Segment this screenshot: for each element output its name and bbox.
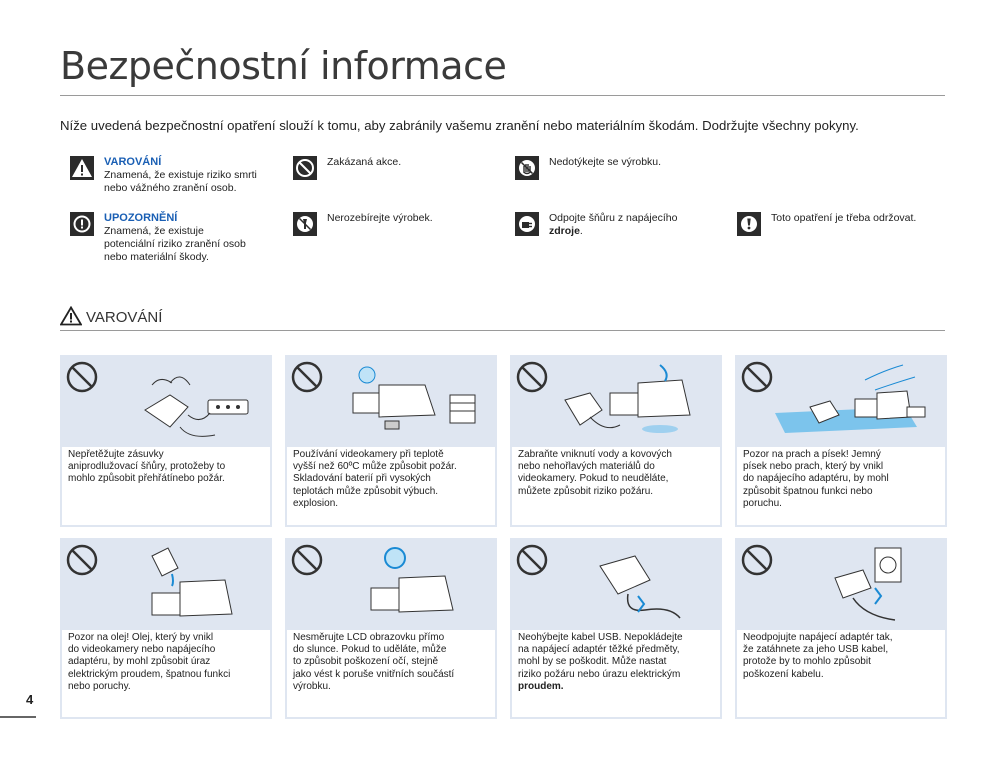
warning-card-1	[60, 355, 272, 527]
warning-card-2	[285, 355, 497, 527]
legend-caution-line2: potenciální riziko zranění osob	[104, 238, 246, 250]
card-1-line-2: aniprodlužovací šňůry, protožeby to	[68, 461, 226, 473]
bent-usb-cable-illustration	[510, 538, 722, 628]
card-5-line-1: Pozor na olej! Olej, který by vnikl	[68, 632, 214, 643]
card-8-line-3: protože by to mohlo způsobit	[743, 656, 871, 668]
prohibited-icon	[743, 546, 771, 574]
section-divider	[60, 330, 945, 331]
card-5-line-4: elektrickým proudem, špatnou funkci	[68, 668, 231, 680]
legend-warning-line1: Znamená, že existuje riziko smrti	[104, 169, 257, 181]
card-6-line-4: jako vést k poruše vnitřních součástí	[293, 668, 455, 680]
warning-card-3	[510, 355, 722, 527]
card-8-line-4: poškození kabelu.	[743, 668, 824, 680]
card-4-line-5: poruchu.	[743, 497, 782, 509]
intro-text: Níže uvedená bezpečnostní opatření slouží k tomu, aby zabránily vašemu zranění nebo materiálním škodám. Dodržujte všechny pokyny.	[60, 118, 859, 133]
card-3-line-4: můžete způsobit riziko požáru.	[518, 485, 654, 497]
card-7-line-2: na napájecí adaptér těžké předměty,	[518, 644, 680, 656]
prohibited-icon	[518, 363, 546, 391]
warning-card-7	[510, 538, 722, 719]
card-5-line-5: nebo poruchy.	[68, 680, 131, 692]
card-2-line-1: Používání videokamery při teplotě	[293, 449, 444, 460]
card-3-line-1: Zabraňte vniknutí vody a kovových	[518, 449, 672, 460]
legend-caution-line1: Znamená, že existuje	[104, 225, 204, 237]
card-1-line-3: mohlo způsobit přehřátínebo požár.	[68, 473, 225, 485]
warning-card-4	[735, 355, 947, 527]
legend-observe-text: Toto opatření je třeba održovat.	[771, 212, 917, 224]
section-warning-heading	[60, 306, 162, 326]
legend-caution-line3: nebo materiální škody.	[104, 251, 209, 263]
legend-prohibited	[293, 156, 493, 182]
card-2-line-3: Skladování baterií při vysokých	[293, 473, 431, 485]
legend-no-disassemble-text: Nerozebírejte výrobek.	[327, 212, 433, 224]
legend-unplug-line1: Odpojte šňůru z napájecího	[549, 212, 678, 224]
water-metal-illustration	[510, 355, 722, 445]
legend-no-touch	[515, 156, 715, 182]
card-6-line-1: Nesměrujte LCD obrazovku přímo	[293, 632, 445, 643]
exclamation-icon	[737, 212, 761, 236]
legend-unplug-line2: zdroje	[549, 225, 580, 237]
lcd-sun-illustration	[285, 538, 497, 628]
card-2-line-4: teplotách může způsobit výbuch.	[293, 485, 439, 497]
page-number: 4	[26, 692, 34, 707]
caution-icon	[70, 212, 94, 236]
card-5-line-3: adaptéru, by mohl způsobit úraz	[68, 656, 211, 668]
card-2-line-5: explosion.	[293, 497, 339, 509]
pull-cable-illustration	[735, 538, 947, 628]
prohibited-icon	[68, 546, 96, 574]
legend-caution-title: UPOZORNĚNÍ	[104, 212, 178, 224]
legend-unplug-period: .	[579, 225, 583, 237]
warning-card-5	[60, 538, 272, 719]
legend-warning	[70, 156, 290, 196]
card-7-line-1: Neohýbejte kabel USB. Nepokládejte	[518, 632, 683, 643]
card-8-line-1: Neodpojujte napájecí adaptér tak,	[743, 632, 893, 643]
legend-warning-title: VAROVÁNÍ	[104, 156, 162, 168]
card-7-line-4: riziko požáru nebo úrazu elektrickým	[518, 668, 681, 680]
card-4-line-2: písek nebo prach, který by vnikl	[743, 461, 884, 473]
unplug-icon	[515, 212, 539, 236]
card-8-line-2: že zatáhnete za jeho USB kabel,	[743, 644, 889, 656]
legend-no-touch-text: Nedotýkejte se výrobku.	[549, 156, 662, 168]
sand-dust-illustration	[735, 355, 947, 445]
card-5-line-2: do videokamery nebo napájecího	[68, 644, 216, 656]
no-disassemble-icon	[293, 212, 317, 236]
warning-triangle-icon	[70, 156, 94, 180]
overloaded-outlet-illustration	[60, 355, 272, 445]
card-4-line-3: do napájecího adaptéru, by mohl	[743, 473, 889, 485]
card-2-line-2: vyšší než 60ºC může způsobit požár.	[293, 461, 457, 473]
title-divider	[60, 95, 945, 96]
prohibited-icon	[68, 363, 96, 391]
legend-unplug	[515, 212, 715, 242]
no-touch-hand-icon	[515, 156, 539, 180]
warning-triangle-icon	[60, 306, 82, 326]
prohibited-icon	[293, 363, 321, 391]
card-3-line-3: videokamery. Pokud to neuděláte,	[518, 473, 669, 485]
legend-observe	[737, 212, 947, 238]
card-1-text	[68, 447, 264, 486]
warning-card-6	[285, 538, 497, 719]
card-6-line-2: do slunce. Pokud to uděláte, může	[293, 644, 447, 656]
oil-illustration	[60, 538, 272, 628]
prohibited-icon	[743, 363, 771, 391]
prohibited-icon	[518, 546, 546, 574]
card-7-line-3: mohl by se poškodit. Může nastat	[518, 656, 667, 668]
legend-prohibited-text: Zakázaná akce.	[327, 156, 402, 168]
card-6-line-5: výrobku.	[293, 680, 331, 692]
card-4-line-4: způsobit špatnou funkci nebo	[743, 485, 873, 497]
card-3-line-2: nebo nehořlavých materiálů do	[518, 461, 655, 473]
legend-caution	[70, 212, 290, 268]
card-1-line-1: Nepřetěžujte zásuvky	[68, 449, 164, 460]
card-7-line-5: proudem.	[518, 680, 564, 692]
page-number-rule	[0, 716, 36, 718]
section-title: VAROVÁNÍ	[86, 309, 163, 326]
prohibited-icon	[293, 156, 317, 180]
warning-card-8	[735, 538, 947, 719]
legend-no-disassemble	[293, 212, 493, 238]
card-4-line-1: Pozor na prach a písek! Jemný	[743, 449, 881, 460]
card-6-line-3: to způsobit poškození očí, stejně	[293, 656, 439, 668]
hot-camera-illustration	[285, 355, 497, 445]
page-title: Bezpečnostní informace	[60, 44, 507, 88]
prohibited-icon	[293, 546, 321, 574]
legend-warning-line2: nebo vážného zranění osob.	[104, 182, 237, 194]
